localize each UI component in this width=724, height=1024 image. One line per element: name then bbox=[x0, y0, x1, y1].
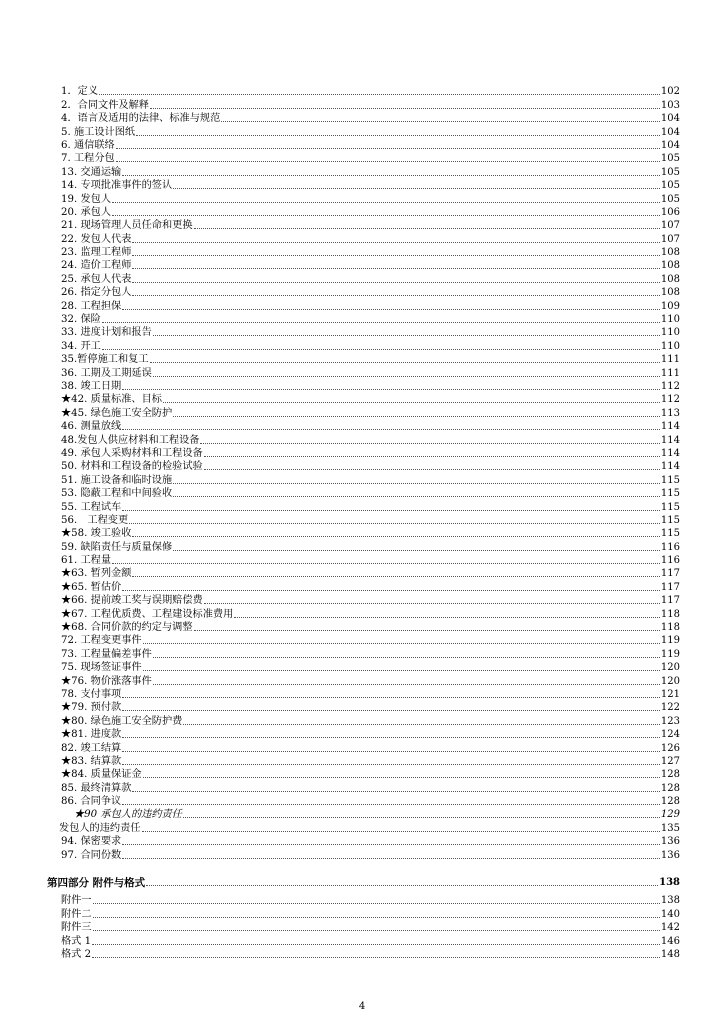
dot-leader bbox=[132, 282, 660, 283]
toc-entry[interactable] bbox=[61, 580, 680, 593]
toc-entry-page: 135 bbox=[660, 822, 680, 834]
dot-leader bbox=[112, 215, 660, 216]
dot-leader bbox=[204, 456, 660, 457]
toc-entry-page: 108 bbox=[660, 247, 680, 259]
dot-leader bbox=[153, 376, 660, 377]
toc-entry[interactable] bbox=[61, 232, 680, 245]
toc-entry-title: ★65. 暂估价 bbox=[61, 581, 122, 593]
toc-entry-title: 56. 工程变更 bbox=[61, 514, 129, 526]
toc-entry-page: 108 bbox=[660, 287, 680, 299]
toc-entry-page: 105 bbox=[660, 180, 680, 192]
toc-entry-title: ★63. 暂列金额 bbox=[61, 568, 132, 580]
table-of-contents bbox=[61, 85, 680, 862]
toc-entry-title: ★76. 物价涨落事件 bbox=[61, 675, 152, 687]
toc-entry-title: 46. 测量放线 bbox=[61, 421, 122, 433]
toc-entry-page: 119 bbox=[660, 648, 680, 660]
toc-entry[interactable] bbox=[61, 473, 680, 486]
dot-leader bbox=[93, 903, 660, 904]
toc-entry-page: 123 bbox=[660, 715, 680, 727]
toc-entry-page: 107 bbox=[660, 233, 680, 245]
toc-entry-title: 22. 发包人代表 bbox=[61, 233, 132, 245]
toc-entry[interactable] bbox=[61, 246, 680, 259]
toc-entry-page: 104 bbox=[660, 139, 680, 151]
toc-entry-page: 114 bbox=[660, 447, 680, 459]
toc-entry-page: 118 bbox=[660, 608, 680, 620]
toc-entry-page: 138 bbox=[660, 895, 680, 907]
toc-entry-title: 53. 隐蔽工程和中间验收 bbox=[61, 488, 173, 500]
toc-entry-page: 113 bbox=[660, 407, 680, 419]
toc-entry-title: 14. 专项批准事件的签认 bbox=[61, 180, 173, 192]
toc-entry-page: 112 bbox=[660, 380, 680, 392]
dot-leader bbox=[92, 944, 660, 945]
toc-entry-page: 108 bbox=[660, 260, 680, 272]
toc-entry-page: 105 bbox=[660, 193, 680, 205]
dot-leader bbox=[122, 389, 660, 390]
toc-entry-page: 120 bbox=[660, 662, 680, 674]
toc-entry-page: 126 bbox=[660, 742, 680, 754]
toc-entry[interactable] bbox=[61, 206, 680, 219]
dot-leader bbox=[132, 255, 660, 256]
toc-entry-page: 117 bbox=[660, 581, 680, 593]
dot-leader bbox=[173, 188, 660, 189]
toc-entry-page: 114 bbox=[660, 434, 680, 446]
toc-entry[interactable] bbox=[61, 621, 680, 634]
dot-leader bbox=[122, 710, 660, 711]
toc-entry-page: 138 bbox=[659, 877, 680, 888]
toc-entry-title: 94. 保密要求 bbox=[61, 836, 122, 848]
toc-entry-title: ★68. 合同价款的约定与调整 bbox=[61, 622, 193, 634]
toc-entry-page: 129 bbox=[660, 809, 680, 821]
page-number: 4 bbox=[358, 1001, 366, 1012]
dot-leader bbox=[150, 108, 660, 109]
toc-entry-title: 20. 承包人 bbox=[61, 206, 112, 218]
toc-entry[interactable] bbox=[61, 781, 680, 794]
dot-leader bbox=[93, 917, 660, 918]
toc-entry-page: 110 bbox=[660, 314, 680, 326]
toc-entry-page: 110 bbox=[660, 340, 680, 352]
toc-entry[interactable] bbox=[61, 607, 680, 620]
toc-entry[interactable] bbox=[61, 299, 680, 312]
dot-leader bbox=[234, 617, 660, 618]
toc-entry-page: 105 bbox=[660, 153, 680, 165]
toc-entry-page: 105 bbox=[660, 166, 680, 178]
toc-entry[interactable] bbox=[61, 907, 680, 920]
toc-entry-title: ★80. 绿色施工安全防护费 bbox=[61, 715, 183, 727]
toc-entry-page: 107 bbox=[660, 220, 680, 232]
dot-leader bbox=[116, 161, 660, 162]
toc-entry-page: 115 bbox=[660, 514, 680, 526]
toc-entry-title: 38. 竣工日期 bbox=[61, 380, 122, 392]
dot-leader bbox=[122, 764, 660, 765]
dot-leader bbox=[153, 335, 660, 336]
toc-entry[interactable] bbox=[61, 795, 680, 808]
toc-entry[interactable] bbox=[61, 165, 680, 178]
toc-entry-title: 格式 1 bbox=[61, 935, 92, 947]
toc-entry-title: 6. 通信联络 bbox=[61, 139, 115, 151]
dot-leader bbox=[99, 94, 660, 95]
toc-entry-title: ★81. 进度款 bbox=[61, 729, 122, 741]
toc-entry-title: 75. 现场签证事件 bbox=[61, 662, 142, 674]
toc-entry-page: 118 bbox=[660, 622, 680, 634]
dot-leader bbox=[153, 657, 660, 658]
dot-leader bbox=[102, 322, 660, 323]
dot-leader bbox=[112, 563, 660, 564]
toc-entry[interactable] bbox=[61, 272, 680, 285]
toc-entry-page: 127 bbox=[660, 755, 680, 767]
toc-entry[interactable] bbox=[61, 152, 680, 165]
toc-entry-title: ★90 承包人的违约责任 bbox=[74, 809, 182, 821]
dot-leader bbox=[221, 121, 660, 122]
toc-entry[interactable] bbox=[61, 835, 680, 848]
toc-entry-title: ★67. 工程优质费、工程建设标准费用 bbox=[61, 608, 234, 620]
toc-entry-title: 13. 交通运输 bbox=[61, 166, 122, 178]
dot-leader bbox=[112, 202, 660, 203]
toc-entry[interactable] bbox=[61, 393, 680, 406]
dot-leader bbox=[183, 817, 660, 818]
dot-leader bbox=[132, 242, 660, 243]
toc-entry-title: 第四部分 附件与格式 bbox=[47, 877, 146, 889]
toc-entry[interactable] bbox=[59, 821, 680, 834]
dot-leader bbox=[163, 402, 660, 403]
toc-entry-title: ★42. 质量标准、目标 bbox=[61, 394, 162, 406]
dot-leader bbox=[122, 510, 660, 511]
toc-entry-page: 115 bbox=[660, 528, 680, 540]
toc-entry-page: 128 bbox=[660, 796, 680, 808]
toc-entry-title: 73. 工程量偏差事件 bbox=[61, 648, 152, 660]
toc-entry-page: 119 bbox=[660, 635, 680, 647]
dot-leader bbox=[150, 362, 660, 363]
toc-entry[interactable] bbox=[61, 85, 680, 98]
toc-entry-title: 86. 合同争议 bbox=[61, 796, 122, 808]
dot-leader bbox=[194, 228, 660, 229]
toc-entry[interactable] bbox=[61, 286, 680, 299]
dot-leader bbox=[143, 643, 660, 644]
toc-entry-title: 7. 工程分包 bbox=[61, 153, 115, 165]
dot-leader bbox=[204, 603, 660, 604]
toc-entry[interactable] bbox=[61, 259, 680, 272]
toc-entry-page: 103 bbox=[660, 99, 680, 111]
toc-entry-title: 61. 工程量 bbox=[61, 555, 112, 567]
toc-entry-page: 140 bbox=[660, 908, 680, 920]
toc-entry[interactable] bbox=[61, 948, 680, 961]
dot-leader bbox=[122, 697, 660, 698]
toc-entry-title: 49. 承包人采购材料和工程设备 bbox=[61, 447, 203, 459]
toc-entry[interactable] bbox=[61, 540, 680, 553]
toc-entry[interactable] bbox=[61, 514, 680, 527]
toc-entry-title: 28. 工程担保 bbox=[61, 300, 122, 312]
toc-entry[interactable] bbox=[61, 192, 680, 205]
toc-entry[interactable] bbox=[61, 688, 680, 701]
toc-entry-title: 33. 进度计划和报告 bbox=[61, 327, 152, 339]
toc-entry-title: 附件三 bbox=[61, 922, 92, 934]
toc-entry[interactable] bbox=[61, 674, 680, 687]
toc-entry-page: 102 bbox=[660, 86, 680, 98]
toc-entry-title: 36. 工期及工期延误 bbox=[61, 367, 152, 379]
toc-entry-page: 128 bbox=[660, 782, 680, 794]
toc-entry-page: 114 bbox=[660, 461, 680, 473]
toc-entry[interactable] bbox=[61, 500, 680, 513]
toc-entry-title: 78. 支付事项 bbox=[61, 688, 122, 700]
dot-leader bbox=[146, 885, 658, 886]
toc-entry[interactable] bbox=[61, 460, 680, 473]
dot-leader bbox=[122, 737, 660, 738]
dot-leader bbox=[129, 523, 660, 524]
toc-entry-title: ★84. 质量保证金 bbox=[61, 769, 142, 781]
toc-entry-title: 23. 监理工程师 bbox=[61, 247, 132, 259]
toc-entry-page: 148 bbox=[660, 948, 680, 960]
dot-leader bbox=[93, 930, 660, 931]
toc-entry[interactable] bbox=[61, 339, 680, 352]
toc-entry-title: 85. 最终清算款 bbox=[61, 782, 132, 794]
toc-entry-title: 82. 竣工结算 bbox=[61, 742, 122, 754]
appendix-list bbox=[61, 894, 680, 961]
toc-entry-title: 24. 造价工程师 bbox=[61, 260, 132, 272]
part-four-heading bbox=[47, 873, 680, 889]
dot-leader bbox=[132, 791, 660, 792]
toc-entry-page: 104 bbox=[660, 126, 680, 138]
dot-leader bbox=[122, 844, 660, 845]
dot-leader bbox=[173, 550, 660, 551]
toc-entry[interactable] bbox=[47, 873, 680, 889]
dot-leader bbox=[142, 831, 660, 832]
dot-leader bbox=[92, 957, 660, 958]
toc-entry-page: 124 bbox=[660, 729, 680, 741]
toc-entry-title: 21. 现场管理人员任命和更换 bbox=[61, 220, 193, 232]
toc-entry[interactable] bbox=[61, 326, 680, 339]
toc-entry-page: 108 bbox=[660, 273, 680, 285]
toc-entry[interactable] bbox=[61, 313, 680, 326]
dot-leader bbox=[143, 670, 660, 671]
toc-entry-page: 111 bbox=[660, 354, 680, 366]
toc-entry[interactable] bbox=[61, 934, 680, 947]
dot-leader bbox=[173, 496, 660, 497]
toc-entry[interactable] bbox=[61, 527, 680, 540]
toc-entry-title: 55. 工程试车 bbox=[61, 501, 122, 513]
dot-leader bbox=[122, 175, 660, 176]
dot-leader bbox=[122, 804, 660, 805]
toc-entry[interactable] bbox=[61, 139, 680, 152]
toc-entry-page: 115 bbox=[660, 501, 680, 513]
toc-entry[interactable] bbox=[61, 125, 680, 138]
toc-entry-title: 5. 施工设计图纸 bbox=[61, 126, 136, 138]
toc-entry-page: 136 bbox=[660, 836, 680, 848]
toc-entry[interactable] bbox=[61, 808, 680, 821]
toc-entry-title: 32. 保险 bbox=[61, 314, 101, 326]
toc-entry-title: 51. 施工设备和临时设施 bbox=[61, 474, 173, 486]
toc-entry-page: 104 bbox=[660, 113, 680, 125]
toc-entry-title: ★45. 绿色施工安全防护 bbox=[61, 407, 173, 419]
dot-leader bbox=[143, 777, 660, 778]
toc-entry-page: 117 bbox=[660, 568, 680, 580]
toc-entry-title: 附件一 bbox=[61, 895, 92, 907]
dot-leader bbox=[132, 295, 660, 296]
toc-entry[interactable] bbox=[61, 921, 680, 934]
toc-entry[interactable] bbox=[61, 894, 680, 907]
toc-entry[interactable] bbox=[61, 554, 680, 567]
toc-entry[interactable] bbox=[61, 366, 680, 379]
toc-entry-title: 59. 缺陷责任与质量保修 bbox=[61, 541, 173, 553]
toc-entry[interactable] bbox=[61, 594, 680, 607]
toc-entry-page: 116 bbox=[660, 555, 680, 567]
dot-leader bbox=[132, 536, 660, 537]
toc-entry-page: 142 bbox=[660, 922, 680, 934]
dot-leader bbox=[102, 349, 660, 350]
toc-entry-page: 120 bbox=[660, 675, 680, 687]
toc-entry-page: 110 bbox=[660, 327, 680, 339]
dot-leader bbox=[136, 135, 660, 136]
toc-entry-page: 128 bbox=[660, 769, 680, 781]
toc-entry[interactable] bbox=[61, 661, 680, 674]
toc-entry-page: 109 bbox=[660, 300, 680, 312]
toc-entry-title: 50. 材料和工程设备的检验试验 bbox=[61, 461, 203, 473]
toc-entry-page: 115 bbox=[660, 474, 680, 486]
toc-entry[interactable] bbox=[61, 98, 680, 111]
toc-entry[interactable] bbox=[61, 768, 680, 781]
toc-entry-page: 122 bbox=[660, 702, 680, 714]
toc-entry-title: ★83. 结算款 bbox=[61, 755, 122, 767]
toc-entry-title: 发包人的违约责任 bbox=[59, 822, 141, 834]
toc-entry-page: 117 bbox=[660, 595, 680, 607]
dot-leader bbox=[183, 724, 660, 725]
toc-entry-title: 1．定义 bbox=[61, 86, 99, 98]
toc-entry-title: 97. 合同份数 bbox=[61, 849, 122, 861]
toc-entry[interactable] bbox=[61, 728, 680, 741]
toc-entry-title: 25. 承包人代表 bbox=[61, 273, 132, 285]
toc-entry[interactable] bbox=[61, 420, 680, 433]
toc-entry-page: 136 bbox=[660, 849, 680, 861]
toc-entry[interactable] bbox=[61, 647, 680, 660]
dot-leader bbox=[122, 751, 660, 752]
toc-entry[interactable] bbox=[61, 634, 680, 647]
dot-leader bbox=[122, 590, 660, 591]
toc-entry-title: ★58. 竣工验收 bbox=[61, 528, 132, 540]
toc-entry-title: ★79. 预付款 bbox=[61, 702, 122, 714]
toc-entry-title: 35.暂停施工和复工 bbox=[61, 354, 149, 366]
toc-entry[interactable] bbox=[61, 701, 680, 714]
toc-entry-title: 48.发包人供应材料和工程设备 bbox=[61, 434, 200, 446]
toc-entry[interactable] bbox=[61, 380, 680, 393]
toc-entry[interactable] bbox=[61, 112, 680, 125]
toc-entry-page: 111 bbox=[660, 367, 680, 379]
dot-leader bbox=[132, 268, 660, 269]
toc-entry[interactable] bbox=[61, 433, 680, 446]
toc-entry[interactable] bbox=[61, 406, 680, 419]
toc-entry[interactable] bbox=[61, 179, 680, 192]
toc-entry-title: ★66. 提前竣工奖与误期赔偿费 bbox=[61, 595, 203, 607]
toc-entry-page: 116 bbox=[660, 541, 680, 553]
dot-leader bbox=[173, 416, 660, 417]
toc-entry-title: 72. 工程变更事件 bbox=[61, 635, 142, 647]
dot-leader bbox=[132, 576, 660, 577]
toc-entry-page: 106 bbox=[660, 206, 680, 218]
toc-entry-title: 附件二 bbox=[61, 908, 92, 920]
dot-leader bbox=[116, 148, 660, 149]
dot-leader bbox=[122, 858, 660, 859]
toc-entry-page: 112 bbox=[660, 394, 680, 406]
toc-entry-title: 34. 开工 bbox=[61, 340, 101, 352]
dot-leader bbox=[122, 309, 660, 310]
dot-leader bbox=[200, 443, 659, 444]
toc-entry[interactable] bbox=[61, 755, 680, 768]
toc-entry[interactable] bbox=[61, 741, 680, 754]
toc-entry[interactable] bbox=[61, 714, 680, 727]
toc-entry[interactable] bbox=[61, 567, 680, 580]
toc-entry[interactable] bbox=[61, 353, 680, 366]
toc-entry[interactable] bbox=[61, 219, 680, 232]
dot-leader bbox=[194, 630, 660, 631]
dot-leader bbox=[173, 483, 660, 484]
toc-entry-title: 19. 发包人 bbox=[61, 193, 112, 205]
toc-entry[interactable] bbox=[61, 848, 680, 861]
toc-entry-page: 114 bbox=[660, 421, 680, 433]
toc-entry-page: 115 bbox=[660, 488, 680, 500]
dot-leader bbox=[153, 684, 660, 685]
toc-entry-page: 146 bbox=[660, 935, 680, 947]
toc-entry-title: 格式 2 bbox=[61, 948, 92, 960]
toc-entry[interactable] bbox=[61, 447, 680, 460]
dot-leader bbox=[122, 429, 660, 430]
toc-entry-title: 26. 指定分包人 bbox=[61, 287, 132, 299]
toc-entry-title: 2．合同文件及解释 bbox=[61, 99, 149, 111]
toc-entry[interactable] bbox=[61, 487, 680, 500]
toc-entry-title: 4．语言及适用的法律、标准与规范 bbox=[61, 113, 221, 125]
toc-entry-page: 121 bbox=[660, 688, 680, 700]
dot-leader bbox=[204, 469, 660, 470]
